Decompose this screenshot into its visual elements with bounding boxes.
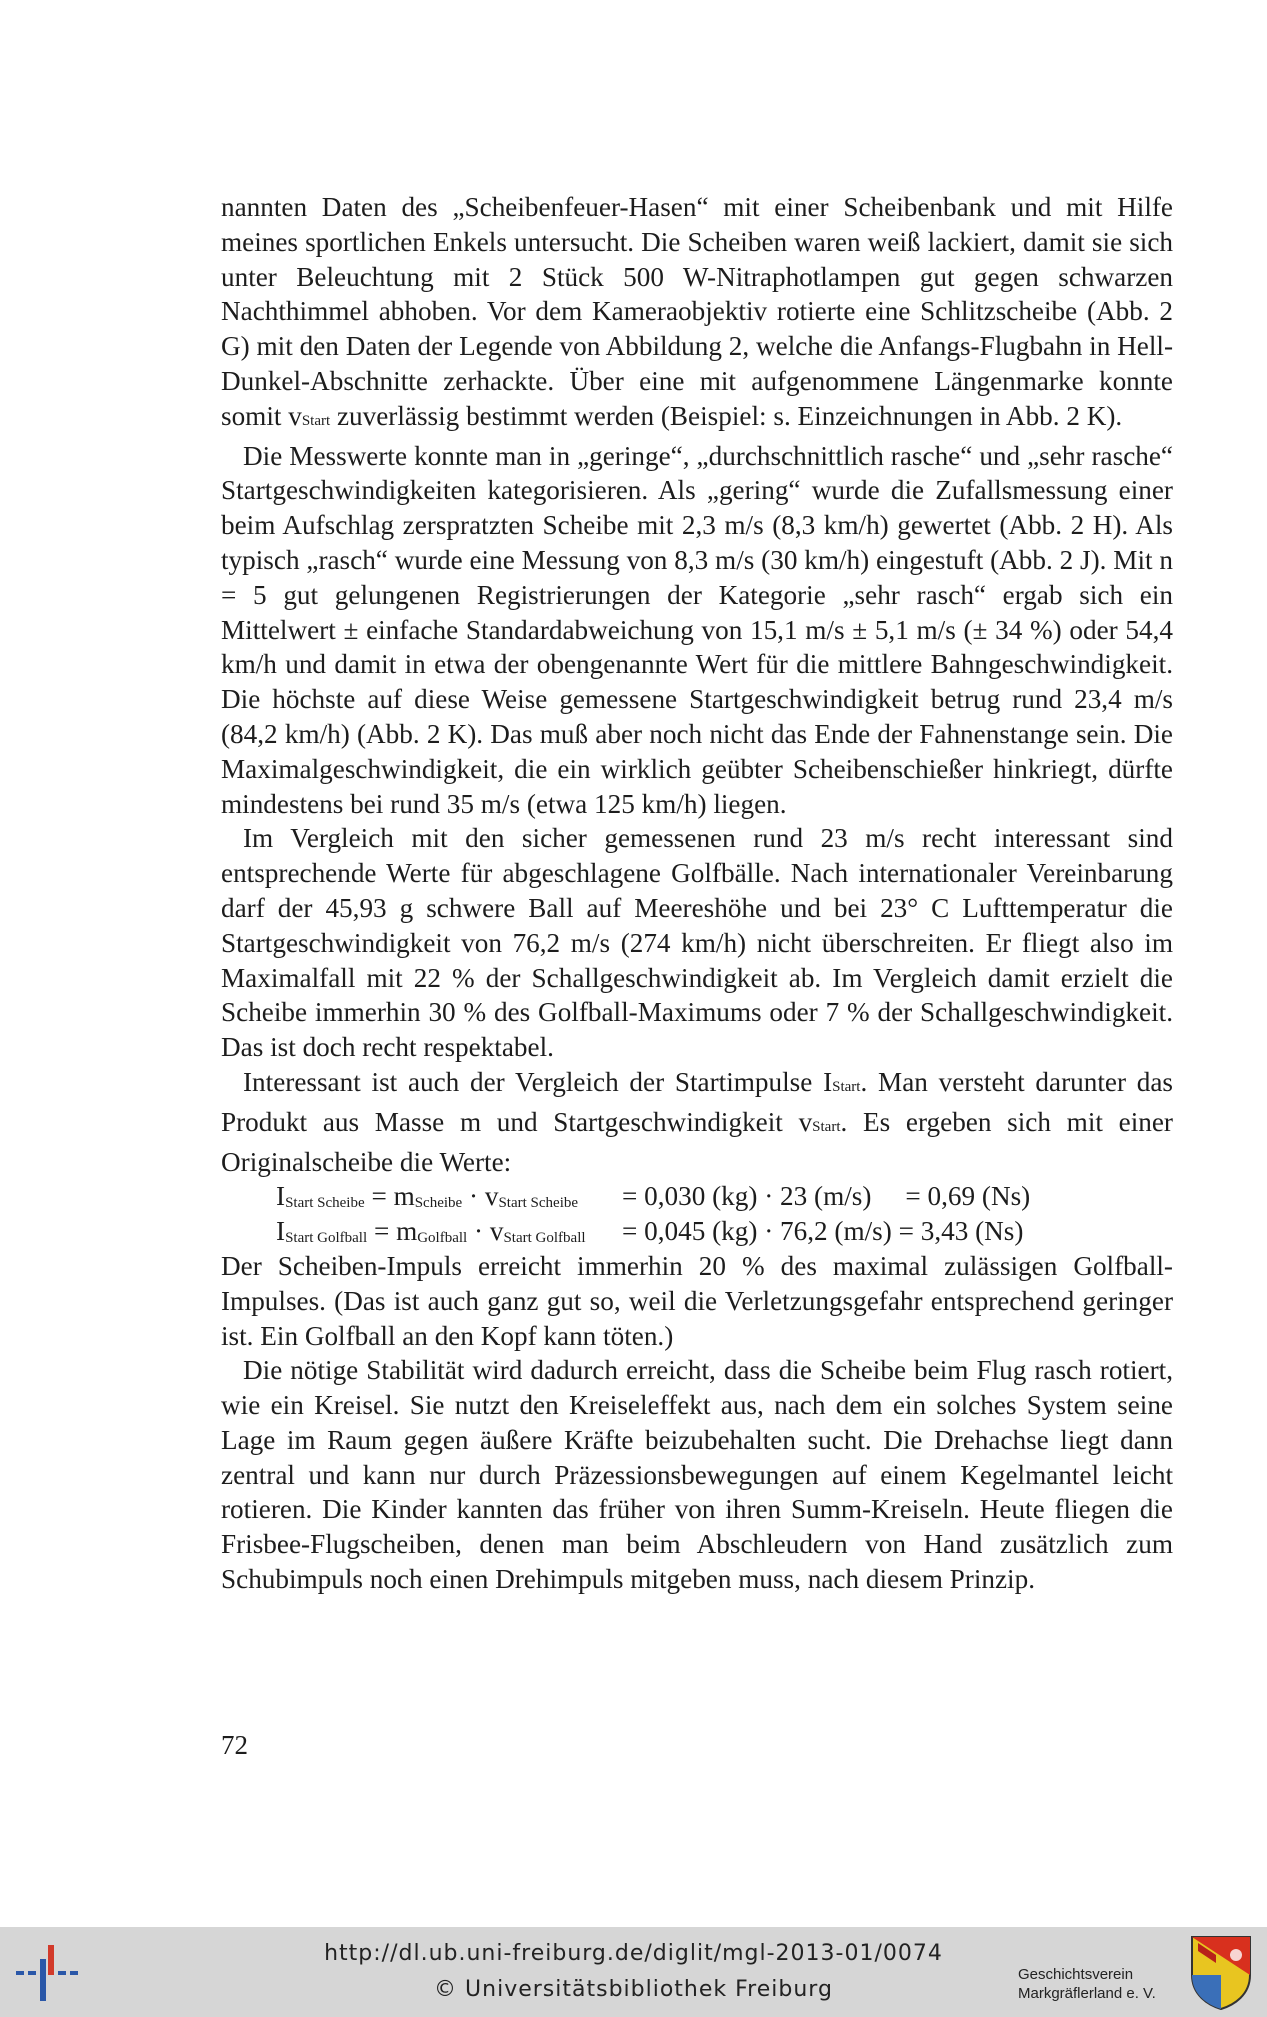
velocity-symbol: vStart bbox=[798, 1106, 841, 1137]
formula-golfball: IStart Golfball = mGolfball · vStart Golfball = 0,045 (kg) · 76,2 (m/s) = 3,43 (Ns) bbox=[276, 1216, 1024, 1247]
paragraph-5: Der Scheiben-Impuls erreicht immerhin 20 % des maximal zulässigen Golfball-Impulses. (Das ist auch ganz gut so, weil die Verletzungsgefahr entsprechend geringer ist. Ein Golfball an den Kopf kann töten.) bbox=[221, 1250, 1173, 1351]
impulse-symbol: IStart bbox=[823, 1066, 861, 1097]
body-text bbox=[221, 190, 1173, 1597]
paragraph-3: Im Vergleich mit den sicher gemessenen rund 23 m/s recht interessant sind entsprechende Werte für abgeschlagene Golfbälle. Nach internationaler Vereinbarung darf der 45,93 g schwere Ball auf Meereshöhe und bei 23° C Lufttemperatur die Startgeschwindigkeit von 76,2 m/s (274 km/h) nicht überschreiten. Er fliegt also im Maximalfall mit 22 % der Schallgeschwindigkeit ab. Im Vergleich damit erzielt die Scheibe immerhin 30 % des Golfball-Maximums oder 7 % der Schallgeschwindigkeit. Das ist doch recht respektabel. bbox=[221, 823, 1173, 1063]
paragraph-6: Die nötige Stabilität wird dadurch erreicht, dass die Scheibe beim Flug rasch rotiert, wie ein Kreisel. Sie nutzt den Kreiseleffekt aus, nach dem ein solches System seine Lage im Raum gegen äußere Kräfte beizubehalten sucht. Die Drehachse liegt dann zentral und kann nur durch Präzessionsbewegungen auf einem Kegelmantel leicht rotieren. Die Kinder kannten das früher von ihren Summ-Kreiseln. Heute fliegen die Frisbee-Flugscheiben, denen man beim Abschleudern von Hand zusätzlich zum Schubimpuls noch einen Drehimpuls mitgeben muss, nach diesem Prinzip. bbox=[221, 1355, 1173, 1595]
paragraph-4: Interessant ist auch der Vergleich der Startimpulse IStart. Man versteht darunter das Produkt aus Masse m und Startgeschwindigkeit vStart. Es ergeben sich mit einer Originalscheibe die Werte: bbox=[221, 1066, 1173, 1177]
society-name: Geschichtsverein Markgräflerland e. V. bbox=[1018, 1966, 1156, 2002]
formula-scheibe: IStart Scheibe = mScheibe · vStart Scheibe = 0,030 (kg) · 23 (m/s) = 0,69 (Ns) bbox=[276, 1181, 1031, 1212]
footer-copyright: © Universitätsbibliothek Freiburg bbox=[434, 1977, 833, 2002]
footer-url[interactable]: http://dl.ub.uni-freiburg.de/diglit/mgl-2013-01/0074 bbox=[324, 1941, 943, 1966]
footer-bar bbox=[0, 1927, 1267, 2017]
coat-of-arms-icon bbox=[1190, 1935, 1252, 2011]
velocity-symbol: vStart bbox=[288, 400, 331, 431]
paragraph-2: Die Messwerte konnte man in „geringe“, „durchschnittlich rasche“ und „sehr rasche“ Startgeschwindigkeiten kategorisieren. Als „gering“ wurde die Zufallsmessung einer beim Aufschlag zerspratzten Scheibe mit 2,3 m/s (8,3 km/h) gewertet (Abb. 2 H). Als typisch „rasch“ wurde eine Messung von 8,3 m/s (30 km/h) eingestuft (Abb. 2 J). Mit n = 5 gut gelungenen Registrierungen der Kategorie „sehr rasch“ ergab sich ein Mittelwert ± einfache Standardabweichung von 15,1 m/s ± 5,1 m/s (± 34 %) oder 54,4 km/h und damit in etwa der obengenannte Wert für die mittlere Bahngeschwindigkeit. Die höchste auf diese Weise gemessene Startgeschwindigkeit betrug rund 23,4 m/s (84,2 km/h) (Abb. 2 K). Das muß aber noch nicht das Ende der Fahnenstange sein. Die Maximalgeschwindigkeit, die ein wirklich geübter Scheibenschießer hinkriegt, dürfte mindestens bei rund 35 m/s (etwa 125 km/h) liegen. bbox=[221, 440, 1173, 819]
paragraph-1: nannten Daten des „Scheibenfeuer-Hasen“ mit einer Scheibenbank und mit Hilfe meines sportlichen Enkels untersucht. Die Scheiben waren weiß lackiert, damit sie sich unter Beleuchtung mit 2 Stück 500 W-Nitraphotlampen gut gegen schwarzen Nachthimmel abhoben. Vor dem Kameraobjektiv rotierte eine Schlitzscheibe (Abb. 2 G) mit den Daten der Legende von Abbildung 2, welche die Anfangs-Flugbahn in Hell-Dunkel-Abschnitte zerhackte. Über eine mit aufgenommene Längenmarke konnte somit vStart zuverlässig bestimmt werden (Beispiel: s. Einzeichnungen in Abb. 2 K). bbox=[221, 192, 1173, 431]
page-number: 72 bbox=[221, 1730, 248, 1760]
